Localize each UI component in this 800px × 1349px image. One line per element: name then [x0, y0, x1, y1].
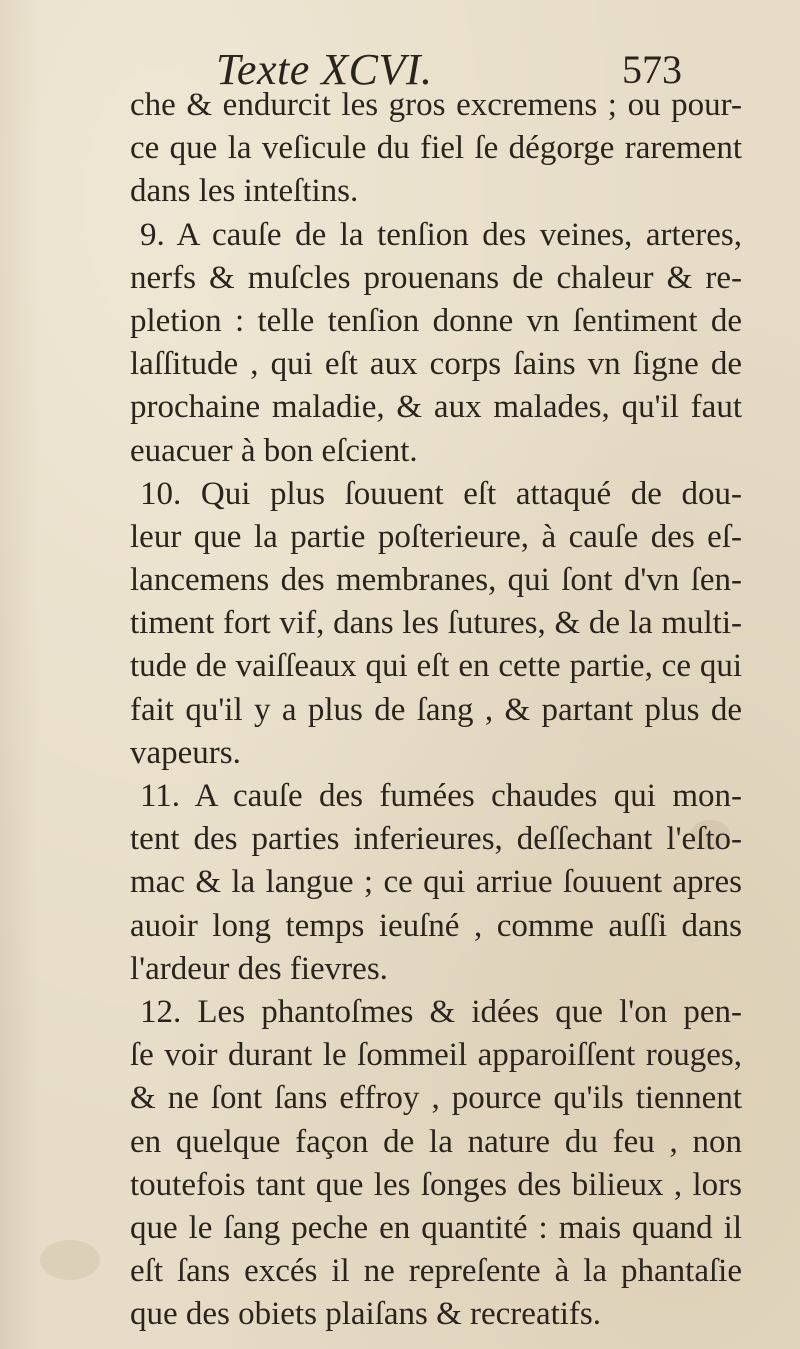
- text-line: 10. Qui plus ſouuent eſt attaqué de dou-: [140, 475, 742, 512]
- text-line: auoir long temps ieuſné , comme auſſi dans: [130, 907, 742, 944]
- text-line: eſt ſans excés il ne repreſente à la phantaſie: [130, 1253, 742, 1290]
- text-line: toutefois tant que les ſonges des bilieux , lors: [130, 1166, 742, 1203]
- text-line: 11. A cauſe des fumées chaudes qui mon-: [140, 778, 742, 814]
- page-number: 573: [622, 47, 682, 92]
- text-line: en quelque façon de la nature du feu , non: [130, 1123, 742, 1160]
- text-line: mac & la langue ; ce qui arriue ſouuent apres: [130, 864, 742, 901]
- body-text: [130, 84, 742, 1336]
- text-line: tent des parties inferieures, deſſechant l'eſto-: [130, 821, 742, 858]
- paper-stain: [40, 1240, 100, 1280]
- text-line: leur que la partie poſterieure, à cauſe des eſ-: [130, 518, 742, 555]
- text-line: nerfs & muſcles prouenans de chaleur & re-: [130, 259, 742, 296]
- text-line: que le ſang peche en quantité : mais quand il: [130, 1209, 742, 1246]
- text-line: 9. A cauſe de la tenſion des veines, arteres,: [140, 216, 742, 253]
- text-line: lancemens des membranes, qui ſont d'vn ſen-: [130, 562, 742, 599]
- text-line: timent fort vif, dans les ſutures, & de la multi-: [130, 605, 742, 642]
- text-line: dans les inteſtins.: [130, 173, 359, 210]
- text-line: ce que la veſicule du fiel ſe dégorge rarement: [130, 130, 742, 167]
- text-line: 12. Les phantoſmes & idées que l'on pen-: [140, 993, 742, 1030]
- text-line: laſſitude , qui eſt aux corps ſains vn ſigne de: [130, 346, 742, 383]
- text-line: que des obiets plaiſans & recreatifs.: [130, 1296, 602, 1333]
- text-line: prochaine maladie, & aux malades, qu'il faut: [130, 389, 742, 426]
- text-line: euacuer à bon eſcient.: [130, 432, 418, 469]
- text-line: & ne ſont ſans effroy , pource qu'ils tiennent: [130, 1080, 742, 1117]
- text-line: fait qu'il y a plus de ſang , & partant plus de: [130, 691, 742, 728]
- text-line: vapeurs.: [130, 734, 241, 771]
- text-line: pletion : telle tenſion donne vn ſentiment de: [130, 302, 742, 339]
- text-line: che & endurcit les gros excremens ; ou pour-: [130, 87, 742, 123]
- text-line: ſe voir durant le ſommeil apparoiſſent rouges,: [130, 1037, 742, 1074]
- text-line: l'ardeur des fievres.: [130, 950, 388, 987]
- text-line: tude de vaiſſeaux qui eſt en cette partie, ce qui: [130, 648, 742, 685]
- running-title: Texte XCVI.: [216, 45, 433, 94]
